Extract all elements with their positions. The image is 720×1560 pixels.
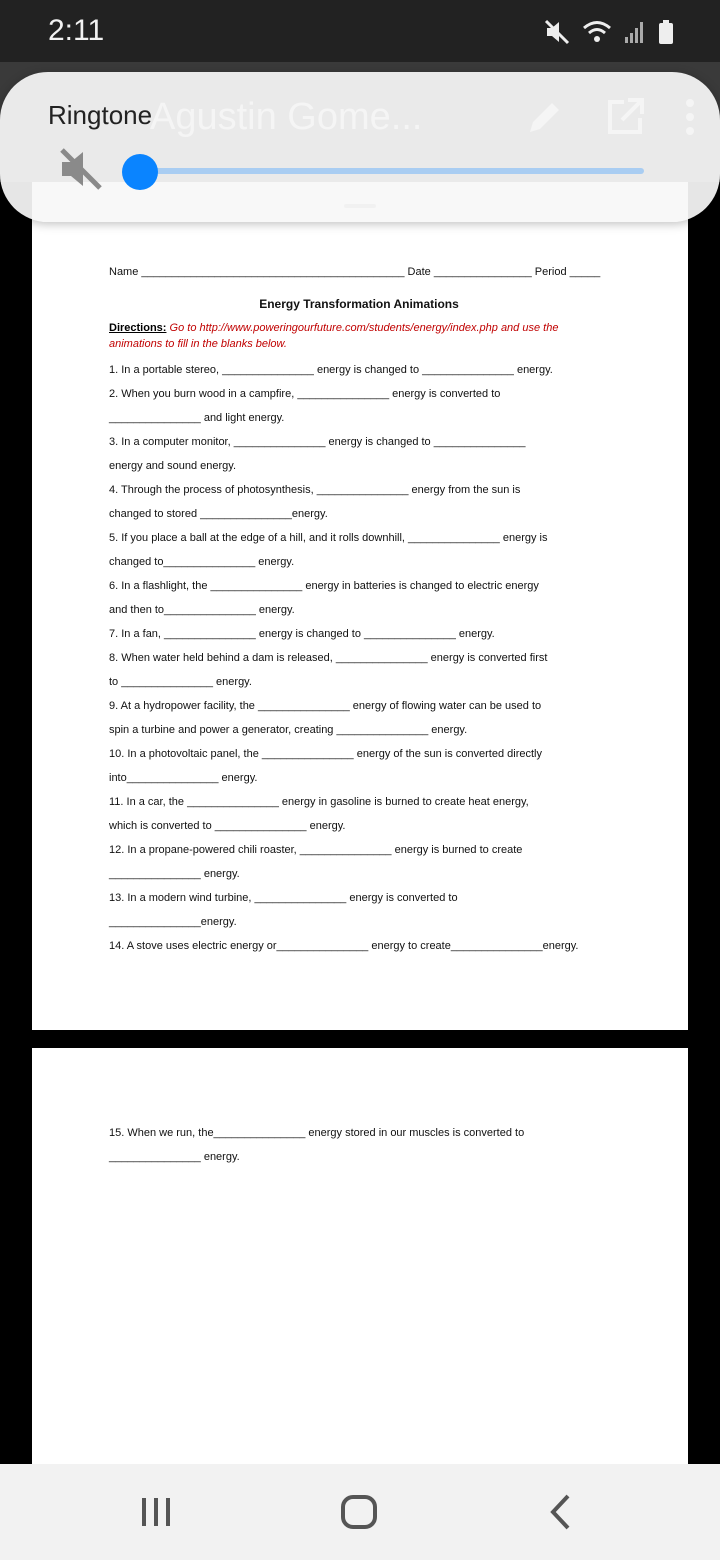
status-bar (0, 0, 720, 62)
status-time: 2:11 (48, 14, 105, 47)
question-line: 10. In a photovoltaic panel, the _______________ energy of the sun is converted directly (109, 748, 542, 760)
directions-text: Go to http://www.poweringourfuture.com/students/energy/index.php and use the animations to fill in the blanks below. (109, 322, 559, 350)
question-line: 4. Through the process of photosynthesis, _______________ energy from the sun is (109, 484, 521, 496)
volume-slider-thumb[interactable] (122, 154, 158, 190)
question-line: which is converted to _______________ energy. (109, 820, 346, 832)
question-line: 12. In a propane-powered chili roaster, _______________ energy is burned to create (109, 844, 523, 856)
volume-slider-track[interactable] (140, 168, 644, 174)
question-line: 5. If you place a ball at the edge of a hill, and it rolls downhill, _______________ energy is (109, 532, 548, 544)
volume-stream-label: Ringtone (48, 100, 153, 130)
question-line: and then to_______________ energy. (109, 604, 295, 616)
question-line: 13. In a modern wind turbine, _______________ energy is converted to (109, 892, 458, 904)
worksheet-content (109, 260, 609, 958)
question-line: 3. In a computer monitor, _______________ energy is changed to _______________ (109, 436, 526, 448)
document-page-2 (32, 1048, 688, 1464)
question-line: energy and sound energy. (109, 460, 236, 472)
question-line: 9. At a hydropower facility, the _______________ energy of flowing water can be used to (109, 700, 542, 712)
question-line: 14. A stove uses electric energy or_______________ energy to create_______________energy. (109, 940, 579, 952)
question-line: 2. When you burn wood in a campfire, _______________ energy is converted to (109, 388, 501, 400)
question-lines-page-2 (109, 1121, 609, 1169)
mute-icon (544, 18, 570, 46)
question-line: 11. In a car, the _______________ energy in gasoline is burned to create heat energy, (109, 796, 529, 808)
question-line: changed to stored _______________energy. (109, 508, 328, 520)
question-line: 7. In a fan, _______________ energy is changed to _______________ energy. (109, 628, 495, 640)
volume-muted-icon[interactable] (58, 146, 104, 192)
question-line: _______________ energy. (109, 1151, 240, 1163)
home-button[interactable] (340, 1492, 380, 1532)
question-line: changed to_______________ energy. (109, 556, 295, 568)
question-line: 8. When water held behind a dam is released, _______________ energy is converted first (109, 652, 548, 664)
question-line: 15. When we run, the_______________ energy stored in our muscles is converted to (109, 1127, 525, 1139)
question-line: _______________ energy. (109, 868, 240, 880)
question-line: _______________energy. (109, 916, 237, 928)
status-icons (544, 16, 674, 48)
question-line: into_______________ energy. (109, 772, 258, 784)
back-button[interactable] (548, 1492, 572, 1532)
question-line: spin a turbine and power a generator, creating _______________ energy. (109, 724, 468, 736)
question-line: 1. In a portable stereo, _______________ energy is changed to _______________ energy. (109, 364, 553, 376)
worksheet-title: Energy Transformation Animations (259, 297, 459, 311)
battery-icon (658, 19, 674, 45)
header-line (109, 260, 609, 284)
navigation-bar (0, 1464, 720, 1560)
directions (109, 320, 609, 352)
question-line: to _______________ energy. (109, 676, 252, 688)
volume-panel (0, 72, 720, 222)
question-lines (109, 358, 609, 958)
question-line: _______________ and light energy. (109, 412, 285, 424)
recents-button[interactable] (140, 1492, 172, 1532)
name-field-label: Name ___________________________________________ (109, 266, 405, 278)
document-page-1 (32, 182, 688, 1030)
date-field-label: Date ________________ (407, 266, 532, 278)
signal-icon (624, 19, 646, 45)
wifi-icon (582, 19, 612, 45)
period-field-label: Period _____ (534, 266, 601, 278)
question-line: 6. In a flashlight, the _______________ energy in batteries is changed to electric energy (109, 580, 539, 592)
directions-label: Directions: (109, 322, 167, 334)
